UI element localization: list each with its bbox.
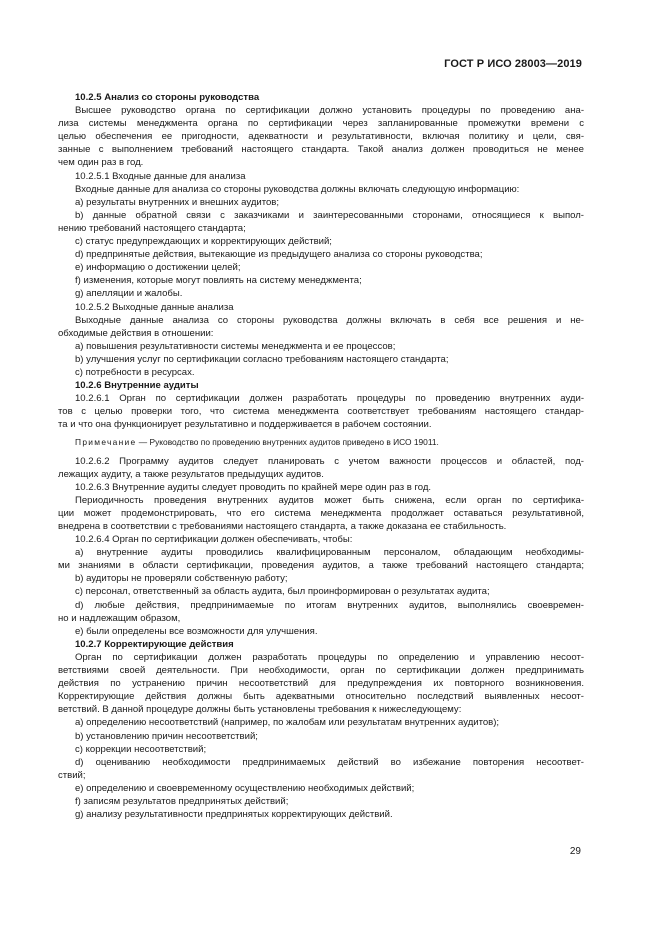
text-line: a) внутренние аудиты проводились квалифицированным персоналом, обладающим необходимы-: [75, 547, 584, 559]
text-line: e) были определены все возможности для улучшения.: [75, 625, 318, 637]
text-line: действия по устранению причин несоответствий для предупреждения их повторного возникновения.: [58, 678, 584, 690]
text-line: a) повышения результативности системы менеджмента и ее процессов;: [75, 340, 396, 352]
text-line: c) потребности в ресурсах.: [75, 366, 195, 378]
text-line: ветствий. В данной процедуре должны быть установлены требования к нижеследующему:: [58, 704, 462, 716]
text-line: e) определению и своевременному осуществлению необходимых действий;: [75, 782, 415, 794]
text-line: b) аудиторы не проверяли собственную работу;: [75, 573, 288, 585]
section-heading: 10.2.6 Внутренние аудиты: [75, 380, 199, 392]
text-line: чем один раз в год.: [58, 157, 144, 169]
text-line: обходимые действия в отношении:: [58, 327, 214, 339]
note-text: — Руководство по проведению внутренних аудитов приведено в ИСО 19011.: [136, 437, 439, 448]
text-line: b) данные обратной связи с заказчиками и заинтересованными сторонами, относящиеся к выпол-: [75, 209, 584, 221]
text-line: занные с выполнением требований настоящего стандарта. Такой анализ должен проводиться не менее: [58, 144, 584, 156]
text-line: b) установлению причин несоответствий;: [75, 730, 258, 742]
document-header: ГОСТ Р ИСО 28003—2019: [444, 58, 582, 70]
text-line: тов с целью проверки того, что система менеджмента соответствует требованиям настоящего стандар-: [58, 406, 584, 418]
text-line: g) апелляции и жалобы.: [75, 288, 183, 300]
text-line: нению требований настоящего стандарта;: [58, 222, 246, 234]
text-line: d) оцениванию необходимости предпринимаемых действий во избежание повторения несоответ-: [75, 756, 584, 768]
text-line: e) информацию о достижении целей;: [75, 262, 241, 274]
text-line: 10.2.6.3 Внутренние аудиты следует проводить по крайней мере один раз в год.: [75, 481, 432, 493]
note-label: Примечание: [75, 437, 137, 448]
text-line: 10.2.5.2 Выходные данные анализа: [75, 301, 234, 313]
text-line: ветствиями своей деятельности. При необходимости, орган по сертификации должен предпринимать: [58, 665, 584, 677]
text-line: 10.2.6.4 Орган по сертификации должен обеспечивать, чтобы:: [75, 534, 353, 546]
text-line: b) улучшения услуг по сертификации согласно требованиям настоящего стандарта;: [75, 353, 449, 365]
text-line: 10.2.5.1 Входные данные для анализа: [75, 170, 246, 182]
page-number: 29: [569, 846, 581, 857]
text-line: Входные данные для анализа со стороны руководства должны включать следующую информацию:: [75, 183, 520, 195]
text-line: ми знаниями в области сертификации, проведения аудитов, а также требований настоящего стандарта;: [58, 560, 584, 572]
text-line: ции может продемонстрировать, что его система менеджмента продолжает оставаться результативной,: [58, 507, 584, 519]
text-line: g) анализу результативности предпринятых корректирующих действий.: [75, 809, 393, 821]
text-line: лиза системы менеджмента органа по сертификации через запланированные промежутки времени с: [58, 118, 584, 130]
text-line: но и надлежащим образом,: [58, 612, 181, 624]
text-line: внедрена в соответствии с требованиями настоящего стандарта, а также доказана ее стабильность.: [58, 521, 507, 532]
section-heading: 10.2.7 Корректирующие действия: [75, 638, 234, 650]
text-line: лежащих аудиту, а также результатов предыдущих аудитов.: [58, 468, 324, 480]
note-line: [58, 436, 584, 449]
text-line: 10.2.6.2 Программу аудитов следует планировать с учетом важности процессов и областей, под-: [75, 455, 584, 467]
document-body: [58, 91, 584, 821]
text-line: целью обеспечения ее пригодности, адекватности и результативности, включая политику и цели, свя-: [58, 131, 584, 143]
text-line: Корректирующие действия должны быть адекватными относительно последствий выявленных несоот-: [58, 691, 584, 703]
text-line: d) предпринятые действия, вытекающие из предыдущего анализа со стороны руководства;: [75, 249, 483, 261]
text-line: Высшее руководство органа по сертификации должно установить процедуры по проведению ана-: [75, 105, 584, 117]
text-line: 10.2.6.1 Орган по сертификации должен разработать процедуры по проведению внутренних ауди-: [75, 393, 584, 405]
text-line: Выходные данные анализа со стороны руководства должны включать в себя все решения и не-: [75, 314, 584, 326]
text-line: ствий;: [58, 769, 86, 781]
text-line: d) любые действия, предпринимаемые по итогам внутренних аудитов, выполнялись своевремен-: [75, 599, 584, 611]
text-line: c) персонал, ответственный за область аудита, был проинформирован о результатах аудита;: [75, 586, 490, 598]
text-line: Периодичность проведения внутренних аудитов может быть снижена, если орган по сертифика-: [75, 494, 584, 506]
text-line: c) статус предупреждающих и корректирующих действий;: [75, 236, 332, 248]
text-line: c) коррекции несоответствий;: [75, 743, 207, 755]
text-line: та и что она функционирует результативно и поддерживается в рабочем состоянии.: [58, 419, 432, 431]
text-line: f) изменения, которые могут повлиять на систему менеджмента;: [75, 275, 362, 287]
text-line: f) записям результатов предпринятых действий;: [75, 795, 289, 807]
text-line: Орган по сертификации должен разработать процедуры по определению и управлению несоот-: [75, 651, 584, 663]
section-heading: 10.2.5 Анализ со стороны руководства: [75, 92, 260, 103]
text-line: a) результаты внутренних и внешних аудитов;: [75, 196, 280, 208]
text-line: a) определению несоответствий (например, по жалобам или результатам внутренних аудитов);: [75, 717, 500, 729]
